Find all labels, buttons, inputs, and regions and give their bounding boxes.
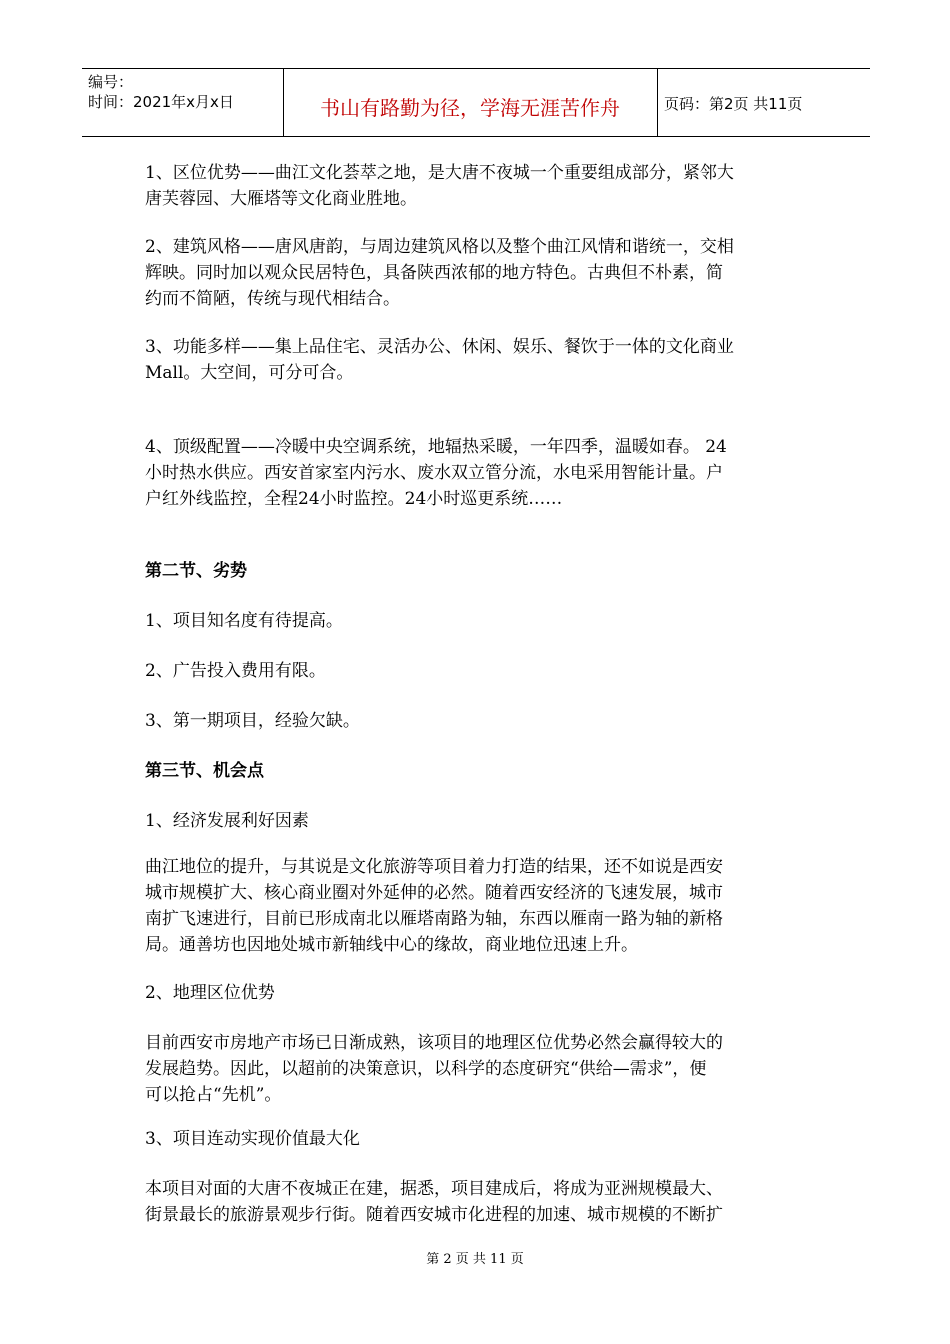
text-line: 1、经济发展利好因素 bbox=[145, 811, 309, 831]
text-line: 3、第一期项目，经验欠缺。 bbox=[145, 711, 360, 731]
header-page-info: 页码：第2页 共11页 bbox=[664, 95, 803, 113]
header-top-rule bbox=[82, 68, 870, 69]
text-line: 3、功能多样——集上品住宅、灵活办公、休闲、娱乐、餐饮于一体的文化商业 bbox=[145, 337, 734, 357]
text-line: 目前西安市房地产市场已日渐成熟，该项目的地理区位优势必然会赢得较大的 bbox=[145, 1033, 723, 1053]
text-line: 2、建筑风格——唐风唐韵，与周边建筑风格以及整个曲江风情和谐统一，交相 bbox=[145, 237, 734, 257]
text-line: 1、项目知名度有待提高。 bbox=[145, 611, 343, 631]
text-line: 3、项目连动实现价值最大化 bbox=[145, 1129, 360, 1149]
time-label: 时间：2021年x月x日 bbox=[88, 93, 234, 111]
text-line: 第三节、机会点 bbox=[145, 761, 264, 781]
header-bottom-rule bbox=[82, 136, 870, 137]
text-line: 2、广告投入费用有限。 bbox=[145, 661, 326, 681]
header-divider-right bbox=[657, 68, 658, 136]
text-line: 第二节、劣势 bbox=[145, 561, 247, 581]
text-line: 街景最长的旅游景观步行街。随着西安城市化进程的加速、城市规模的不断扩 bbox=[145, 1205, 723, 1225]
text-line: 发展趋势。因此，以超前的决策意识，以科学的态度研究“供给—需求”，便 bbox=[145, 1059, 707, 1079]
header-meta bbox=[88, 72, 234, 112]
text-line: 南扩飞速进行，目前已形成南北以雁塔南路为轴，东西以雁南一路为轴的新格 bbox=[145, 909, 723, 929]
text-line: 户红外线监控，全程24小时监控。24小时巡更系统…… bbox=[145, 489, 563, 509]
text-line: 1、区位优势——曲江文化荟萃之地，是大唐不夜城一个重要组成部分，紧邻大 bbox=[145, 163, 734, 183]
text-line: 约而不简陋，传统与现代相结合。 bbox=[145, 289, 400, 309]
text-line: 本项目对面的大唐不夜城正在建，据悉，项目建成后，将成为亚洲规模最大、 bbox=[145, 1179, 723, 1199]
page-footer: 第 2 页 共 11 页 bbox=[426, 1252, 524, 1267]
code-label: 编号： bbox=[88, 73, 134, 91]
text-line: Mall。大空间，可分可合。 bbox=[145, 363, 354, 383]
text-line: 城市规模扩大、核心商业圈对外延伸的必然。随着西安经济的飞速发展，城市 bbox=[145, 883, 723, 903]
text-line: 唐芙蓉园、大雁塔等文化商业胜地。 bbox=[145, 189, 417, 209]
text-line: 可以抢占“先机”。 bbox=[145, 1085, 282, 1105]
text-line: 小时热水供应。西安首家室内污水、废水双立管分流，水电采用智能计量。户 bbox=[145, 463, 723, 483]
text-line: 局。通善坊也因地处城市新轴线中心的缘故，商业地位迅速上升。 bbox=[145, 935, 638, 955]
header-motto: 书山有路勤为径，学海无涯苦作舟 bbox=[320, 96, 620, 120]
text-line: 辉映。同时加以观众民居特色，具备陕西浓郁的地方特色。古典但不朴素，简 bbox=[145, 263, 723, 283]
text-line: 2、地理区位优势 bbox=[145, 983, 275, 1003]
text-line: 4、顶级配置——冷暖中央空调系统，地辐热采暖，一年四季，温暖如春。 24 bbox=[145, 437, 727, 457]
text-line: 曲江地位的提升，与其说是文化旅游等项目着力打造的结果，还不如说是西安 bbox=[145, 857, 723, 877]
